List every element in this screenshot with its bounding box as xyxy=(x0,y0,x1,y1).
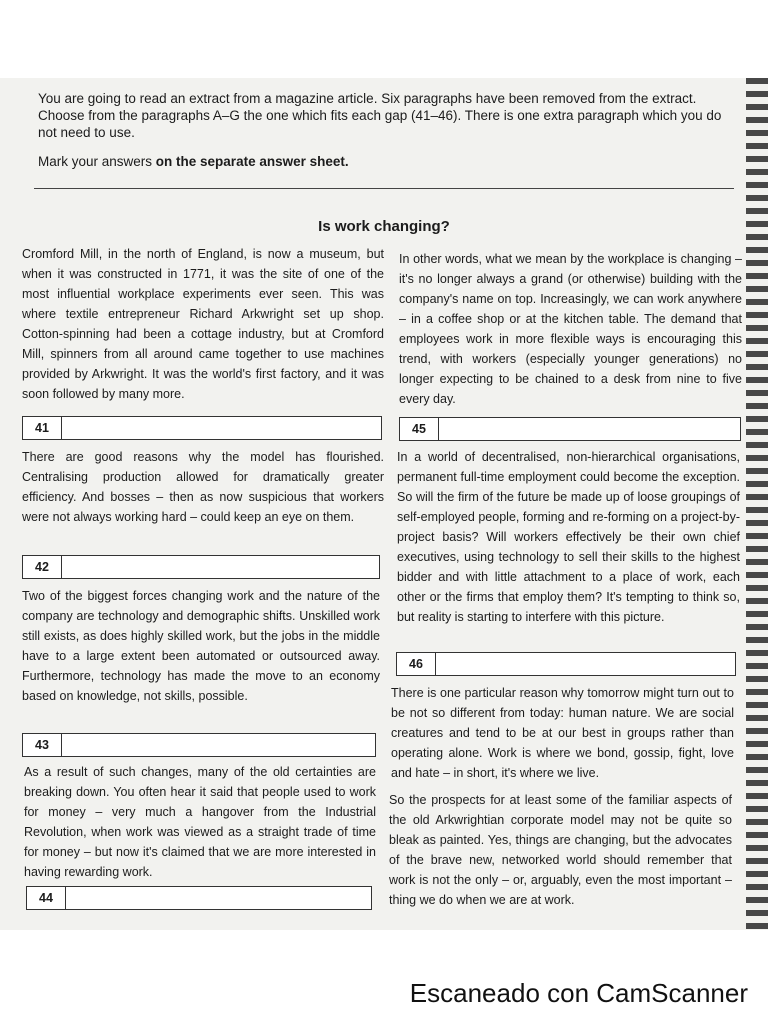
instructions-text: You are going to read an extract from a magazine article. Six paragraphs have been removed from the extract. Choose from the paragraphs A–G the one which fits each gap (41–46). There is one extra paragraph which you do not need to use. xyxy=(38,91,722,140)
answer-instruction-prefix: Mark your answers xyxy=(38,154,156,169)
answer-instruction xyxy=(38,154,349,169)
gap-number: 44 xyxy=(27,887,66,909)
divider-line xyxy=(34,188,734,189)
right-paragraph-2 xyxy=(397,447,740,627)
scanner-watermark: Escaneado con CamScanner xyxy=(409,978,748,1008)
right-paragraph-4 xyxy=(389,790,732,910)
article-title: Is work changing? xyxy=(318,218,450,235)
left-paragraph-4 xyxy=(24,762,376,882)
gap-number: 41 xyxy=(23,417,62,439)
right-paragraph-3 xyxy=(391,683,734,783)
paragraph-text: There is one particular reason why tomorrow might turn out to be not so different from today: human nature. We are social creatures and tend to be at our best in groups rather than operating alone. Work is where we bond, gossip, fight, love and hate – in short, it's where we live. xyxy=(391,686,734,780)
paragraph-text: There are good reasons why the model has flourished. Centralising production allowed for dramatically greater efficiency. And bosses – then as now suspicious that workers were not always working hard – could keep an eye on them. xyxy=(22,450,384,524)
paragraph-text: Cromford Mill, in the north of England, is now a museum, but when it was constructed in 1771, it was the site of one of the most influential workplace experiments ever seen. This was where textile entrepreneur Richard Arkwright set up shop. Cotton-spinning had been a cottage industry, but at Cromford Mill, spinners from all around came together to use machines provided by Arkwright. It was the world's first factory, and it was soon followed by many more. xyxy=(22,247,384,401)
spiral-binding xyxy=(746,78,768,930)
paragraph-text: So the prospects for at least some of the familiar aspects of the old Arkwrightian corporate model may not be quite so bleak as painted. Yes, things are changing, but the advocates of the brave new, networked world should remember that work is not the only – or, arguably, even the most important – thing we do when we are at work. xyxy=(389,793,732,907)
paragraph-text: Two of the biggest forces changing work and the nature of the company are technology and demographic shifts. Unskilled work still exists, as does highly skilled work, but the jobs in the middle have to a large extent been automated or outsourced away. Furthermore, technology has made the move to an economy based on knowledge, not skills, possible. xyxy=(22,589,380,703)
gap-number: 42 xyxy=(23,556,62,578)
gap-number: 43 xyxy=(23,734,62,756)
gap-44-box[interactable] xyxy=(26,886,372,910)
task-instructions xyxy=(38,90,738,141)
gap-42-box[interactable] xyxy=(22,555,380,579)
left-paragraph-1 xyxy=(22,244,384,404)
answer-slot[interactable] xyxy=(439,418,740,440)
answer-slot[interactable] xyxy=(66,887,371,909)
gap-41-box[interactable] xyxy=(22,416,382,440)
gap-46-box[interactable] xyxy=(396,652,736,676)
left-paragraph-3 xyxy=(22,586,380,706)
answer-slot[interactable] xyxy=(62,734,375,756)
answer-slot[interactable] xyxy=(62,556,379,578)
paragraph-text: In a world of decentralised, non-hierarchical organisations, permanent full-time employment could become the exception. So will the firm of the future be made up of loose groupings of self-employed people, forming and re-forming on a project-by-project basis? Will workers effectively be their own chief executives, using technology to sell their skills to the highest bidder and with little attachment to a place of work, each other or the firms that employ them? It's tempting to think so, but reality is starting to interfere with this picture. xyxy=(397,450,740,624)
left-paragraph-2 xyxy=(22,447,384,527)
paragraph-text: As a result of such changes, many of the old certainties are breaking down. You often hear it said that people used to work for money – very much a hangover from the Industrial Revolution, when work was viewed as a straight trade of time for money – but now it's claimed that we are more interested in having rewarding work. xyxy=(24,765,376,879)
gap-number: 45 xyxy=(400,418,439,440)
gap-43-box[interactable] xyxy=(22,733,376,757)
answer-slot[interactable] xyxy=(62,417,381,439)
answer-instruction-bold: on the separate answer sheet. xyxy=(155,154,349,169)
paragraph-text: In other words, what we mean by the workplace is changing – it's no longer always a grand (or otherwise) building with the company's name on top. Increasingly, we can work anywhere – in a coffee shop or at the kitchen table. The demand that employees work in more flexible ways is encouraging this trend, with workers (especially younger generations) no longer expecting to be chained to a desk from nine to five every day. xyxy=(399,252,742,406)
right-paragraph-1 xyxy=(399,249,742,409)
gap-45-box[interactable] xyxy=(399,417,741,441)
gap-number: 46 xyxy=(397,653,436,675)
answer-slot[interactable] xyxy=(436,653,735,675)
